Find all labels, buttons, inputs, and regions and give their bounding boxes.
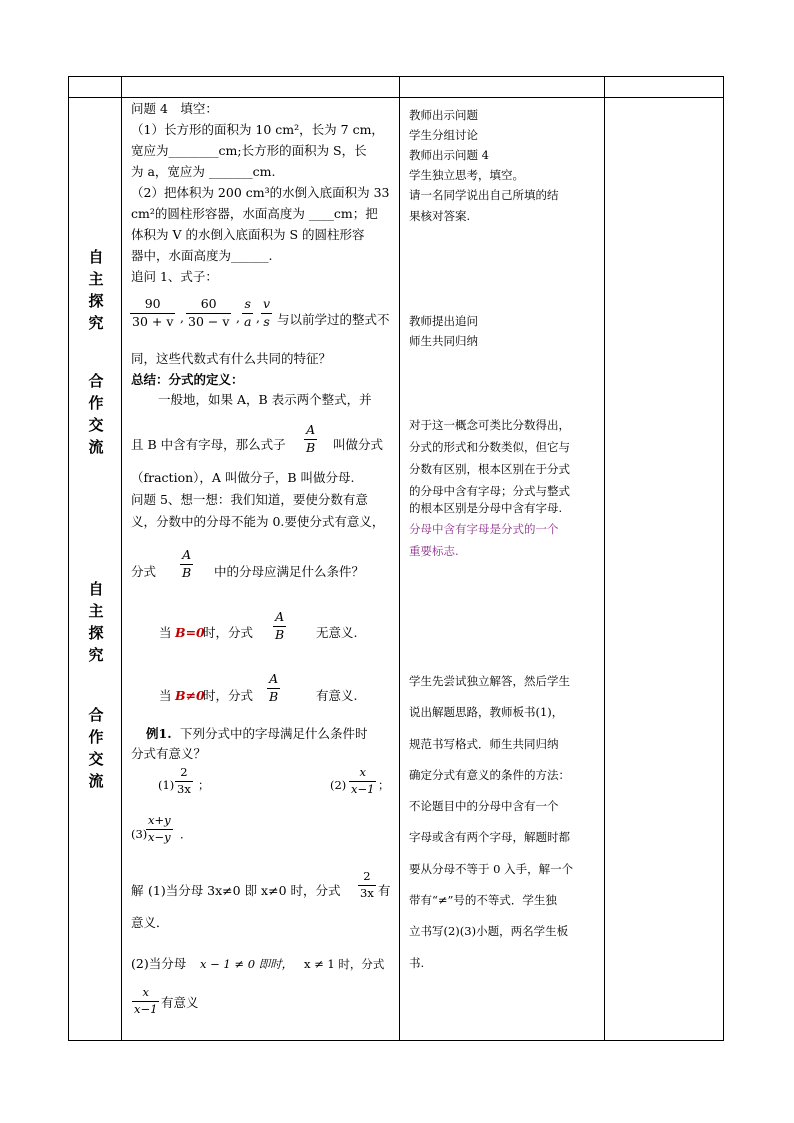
question4-line: （2）把体积为 200 cm³的水倒入底面积为 33 bbox=[131, 185, 390, 200]
side-char: 探 bbox=[88, 624, 104, 642]
fraction-denominator: 30 − v bbox=[188, 313, 230, 329]
fraction-numerator: A bbox=[273, 611, 286, 627]
note-line: 规范书写格式．师生共同归纳 bbox=[409, 737, 559, 751]
column-divider-1 bbox=[121, 76, 122, 1041]
table-row-divider bbox=[68, 97, 724, 98]
note-line: 学生先尝试独立解答，然后学生 bbox=[409, 674, 570, 688]
condition-text: 时，分式 bbox=[203, 625, 254, 640]
side-char: 合 bbox=[88, 372, 104, 390]
note-highlight: 分母中含有字母是分式的一个 bbox=[409, 522, 559, 536]
fraction-numerator: x bbox=[349, 767, 376, 782]
fraction-s-over-a bbox=[242, 298, 253, 328]
note-line: 师生共同归纳 bbox=[409, 334, 478, 348]
condition-highlight: B≠0 bbox=[175, 688, 205, 703]
separator: , bbox=[256, 310, 260, 325]
condition-highlight: B=0 bbox=[175, 625, 205, 640]
fraction-denominator: B bbox=[269, 688, 279, 704]
note-line: 带有“≠”号的不等式．学生独 bbox=[409, 893, 557, 907]
note-line: 分数有区别，根本区别在于分式 bbox=[409, 462, 570, 476]
side-char: 究 bbox=[88, 646, 104, 664]
side-char: 合 bbox=[88, 706, 104, 724]
column-divider-2 bbox=[399, 76, 400, 1041]
separator: , bbox=[180, 310, 184, 325]
side-char: 流 bbox=[88, 772, 104, 790]
fraction-A-over-B bbox=[267, 673, 280, 703]
side-char: 探 bbox=[88, 292, 104, 310]
condition-text: 当 bbox=[159, 688, 172, 703]
fraction-denominator: a bbox=[244, 313, 252, 329]
note-line: 请一名同学说出自己所填的结 bbox=[409, 188, 559, 202]
question5-line: 中的分母应满足什么条件？ bbox=[214, 564, 365, 579]
side-char: 主 bbox=[88, 602, 104, 620]
fraction-60-over-30-minus-v bbox=[186, 298, 231, 328]
table-border-top bbox=[68, 76, 724, 77]
question4-line: 宽应为________cm;长方形的面积为 S，长 bbox=[131, 143, 367, 158]
item-number: (3) bbox=[131, 827, 148, 841]
note-line: 书. bbox=[409, 956, 425, 970]
fraction-numerator: 2 bbox=[358, 871, 376, 886]
solution-line: 有 bbox=[378, 883, 391, 898]
example1-label: 例1. bbox=[146, 726, 172, 741]
condition-text: 有意义. bbox=[316, 688, 358, 703]
item-number: (1) bbox=[158, 778, 175, 792]
solution-line: x − 1 ≠ 0 即时， bbox=[200, 957, 294, 971]
solution-line: (2)当分母 bbox=[131, 956, 187, 971]
compare-text-line2: 同，这些代数式有什么共同的特征？ bbox=[131, 351, 332, 366]
example-fraction-3 bbox=[146, 815, 173, 843]
fraction-denominator: B bbox=[182, 564, 192, 580]
example-fraction-2 bbox=[349, 767, 376, 795]
fraction-numerator: A bbox=[267, 673, 280, 689]
solution-label: 解 bbox=[131, 883, 144, 898]
question5-line: 分式 bbox=[131, 564, 157, 579]
fraction-numerator: s bbox=[242, 298, 253, 314]
solution-line: 有意义 bbox=[161, 995, 199, 1010]
question4-line: 器中，水面高度为______. bbox=[131, 248, 273, 263]
followup-question: 追问 1、式子： bbox=[131, 269, 218, 284]
note-line: 立书写(2)(3)小题，两名学生板 bbox=[409, 924, 569, 938]
note-line: 对于这一概念可类比分数得出， bbox=[409, 418, 570, 432]
example1-text: 下列分式中的字母满足什么条件时 bbox=[180, 726, 368, 741]
definition-line: 叫做分式 bbox=[333, 437, 384, 452]
side-char: 交 bbox=[88, 416, 104, 434]
note-line: 果核对答案. bbox=[409, 209, 471, 223]
condition-text: 当 bbox=[159, 625, 172, 640]
note-line: 教师出示问题 bbox=[409, 108, 478, 122]
table-border-bottom bbox=[68, 1040, 724, 1041]
fraction-numerator: A bbox=[180, 549, 193, 565]
fraction-denominator: 30 + v bbox=[132, 313, 174, 329]
punctuation: ． bbox=[180, 827, 192, 841]
side-char: 作 bbox=[88, 394, 104, 412]
side-char: 主 bbox=[88, 270, 104, 288]
fraction-numerator: v bbox=[261, 298, 272, 314]
question5-line: 义，分数中的分母不能为 0.要使分式有意义， bbox=[131, 514, 385, 529]
summary-heading: 总结：分式的定义： bbox=[131, 372, 244, 387]
note-line: 不论题目中的分母中含有一个 bbox=[409, 799, 559, 813]
fraction-denominator: x−1 bbox=[351, 781, 375, 796]
separator: , bbox=[236, 310, 240, 325]
compare-text: 与以前学过的整式不 bbox=[277, 312, 390, 327]
table-border-left bbox=[68, 76, 69, 1041]
example-fraction-1 bbox=[175, 767, 193, 795]
note-line: 说出解题思路，教师板书(1)， bbox=[409, 705, 564, 719]
fraction-denominator: s bbox=[263, 313, 270, 329]
solution-line: 意义． bbox=[131, 915, 169, 930]
fraction-numerator: 90 bbox=[130, 298, 175, 314]
fraction-denominator: B bbox=[306, 439, 316, 455]
note-line: 确定分式有意义的条件的方法： bbox=[409, 768, 570, 782]
condition-text: 无意义. bbox=[316, 625, 358, 640]
question4-line: （1）长方形的面积为 10 cm²，长为 7 cm， bbox=[131, 122, 384, 137]
example-fraction-1 bbox=[358, 871, 376, 899]
fraction-denominator: x−y bbox=[148, 829, 171, 844]
note-line: 的分母中含有字母；分式与整式 bbox=[409, 484, 570, 498]
side-char: 自 bbox=[88, 248, 104, 266]
side-char: 流 bbox=[88, 438, 104, 456]
note-highlight: 重要标志. bbox=[409, 544, 459, 558]
fraction-A-over-B bbox=[273, 611, 286, 641]
solution-line: x ≠ 1 时，分式 bbox=[304, 957, 385, 971]
note-line: 教师提出追问 bbox=[409, 314, 478, 328]
fraction-denominator: B bbox=[275, 626, 285, 642]
definition-line: 一般地，如果 A，B 表示两个整式，并 bbox=[158, 392, 372, 407]
fraction-denominator: 3x bbox=[177, 781, 191, 796]
note-line: 学生独立思考，填空。 bbox=[409, 168, 524, 182]
fraction-denominator: 3x bbox=[360, 885, 374, 900]
definition-line: 且 B 中含有字母，那么式子 bbox=[131, 437, 286, 452]
table-border-right bbox=[723, 76, 724, 1041]
column-divider-3 bbox=[604, 76, 605, 1041]
fraction-numerator: x bbox=[132, 987, 159, 1002]
side-char: 究 bbox=[88, 314, 104, 332]
solution-line: (1)当分母 3x≠0 即 x≠0 时，分式 bbox=[148, 883, 341, 898]
question4-title: 问题 4 填空： bbox=[131, 101, 218, 116]
fraction-v-over-s bbox=[261, 298, 272, 328]
note-line: 分式的形式和分数类似，但它与 bbox=[409, 440, 570, 454]
note-line: 的根本区别是分母中含有字母. bbox=[409, 501, 563, 515]
side-char: 交 bbox=[88, 750, 104, 768]
note-line: 教师出示问题 4 bbox=[409, 148, 489, 162]
definition-line: （fraction），A 叫做分子，B 叫做分母. bbox=[131, 470, 355, 485]
punctuation: ； bbox=[378, 778, 390, 792]
fraction-numerator: A bbox=[304, 424, 317, 440]
question4-line: 为 a，宽应为 _______cm. bbox=[131, 164, 276, 179]
fraction-90-over-30-plus-v bbox=[130, 298, 175, 328]
fraction-numerator: 2 bbox=[175, 767, 193, 782]
example-fraction-2 bbox=[132, 987, 159, 1015]
fraction-A-over-B bbox=[180, 549, 193, 579]
punctuation: ； bbox=[198, 778, 210, 792]
question5-line: 问题 5、想一想：我们知道，要使分数有意 bbox=[131, 492, 368, 507]
fraction-A-over-B bbox=[304, 424, 317, 454]
fraction-numerator: 60 bbox=[186, 298, 231, 314]
side-char: 作 bbox=[88, 728, 104, 746]
fraction-numerator: x+y bbox=[146, 815, 173, 830]
question4-line: 体积为 V 的水倒入底面积为 S 的圆柱形容 bbox=[131, 227, 365, 242]
example1-text: 分式有意义？ bbox=[131, 746, 207, 761]
note-line: 要从分母不等于 0 入手，解一个 bbox=[409, 862, 574, 876]
note-line: 字母或含有两个字母，解题时都 bbox=[409, 830, 570, 844]
condition-text: 时，分式 bbox=[203, 688, 254, 703]
fraction-denominator: x−1 bbox=[134, 1001, 158, 1016]
item-number: (2) bbox=[330, 778, 347, 792]
question4-line: cm²的圆柱形容器，水面高度为 ____cm；把 bbox=[131, 206, 378, 221]
side-char: 自 bbox=[88, 580, 104, 598]
note-line: 学生分组讨论 bbox=[409, 128, 478, 142]
